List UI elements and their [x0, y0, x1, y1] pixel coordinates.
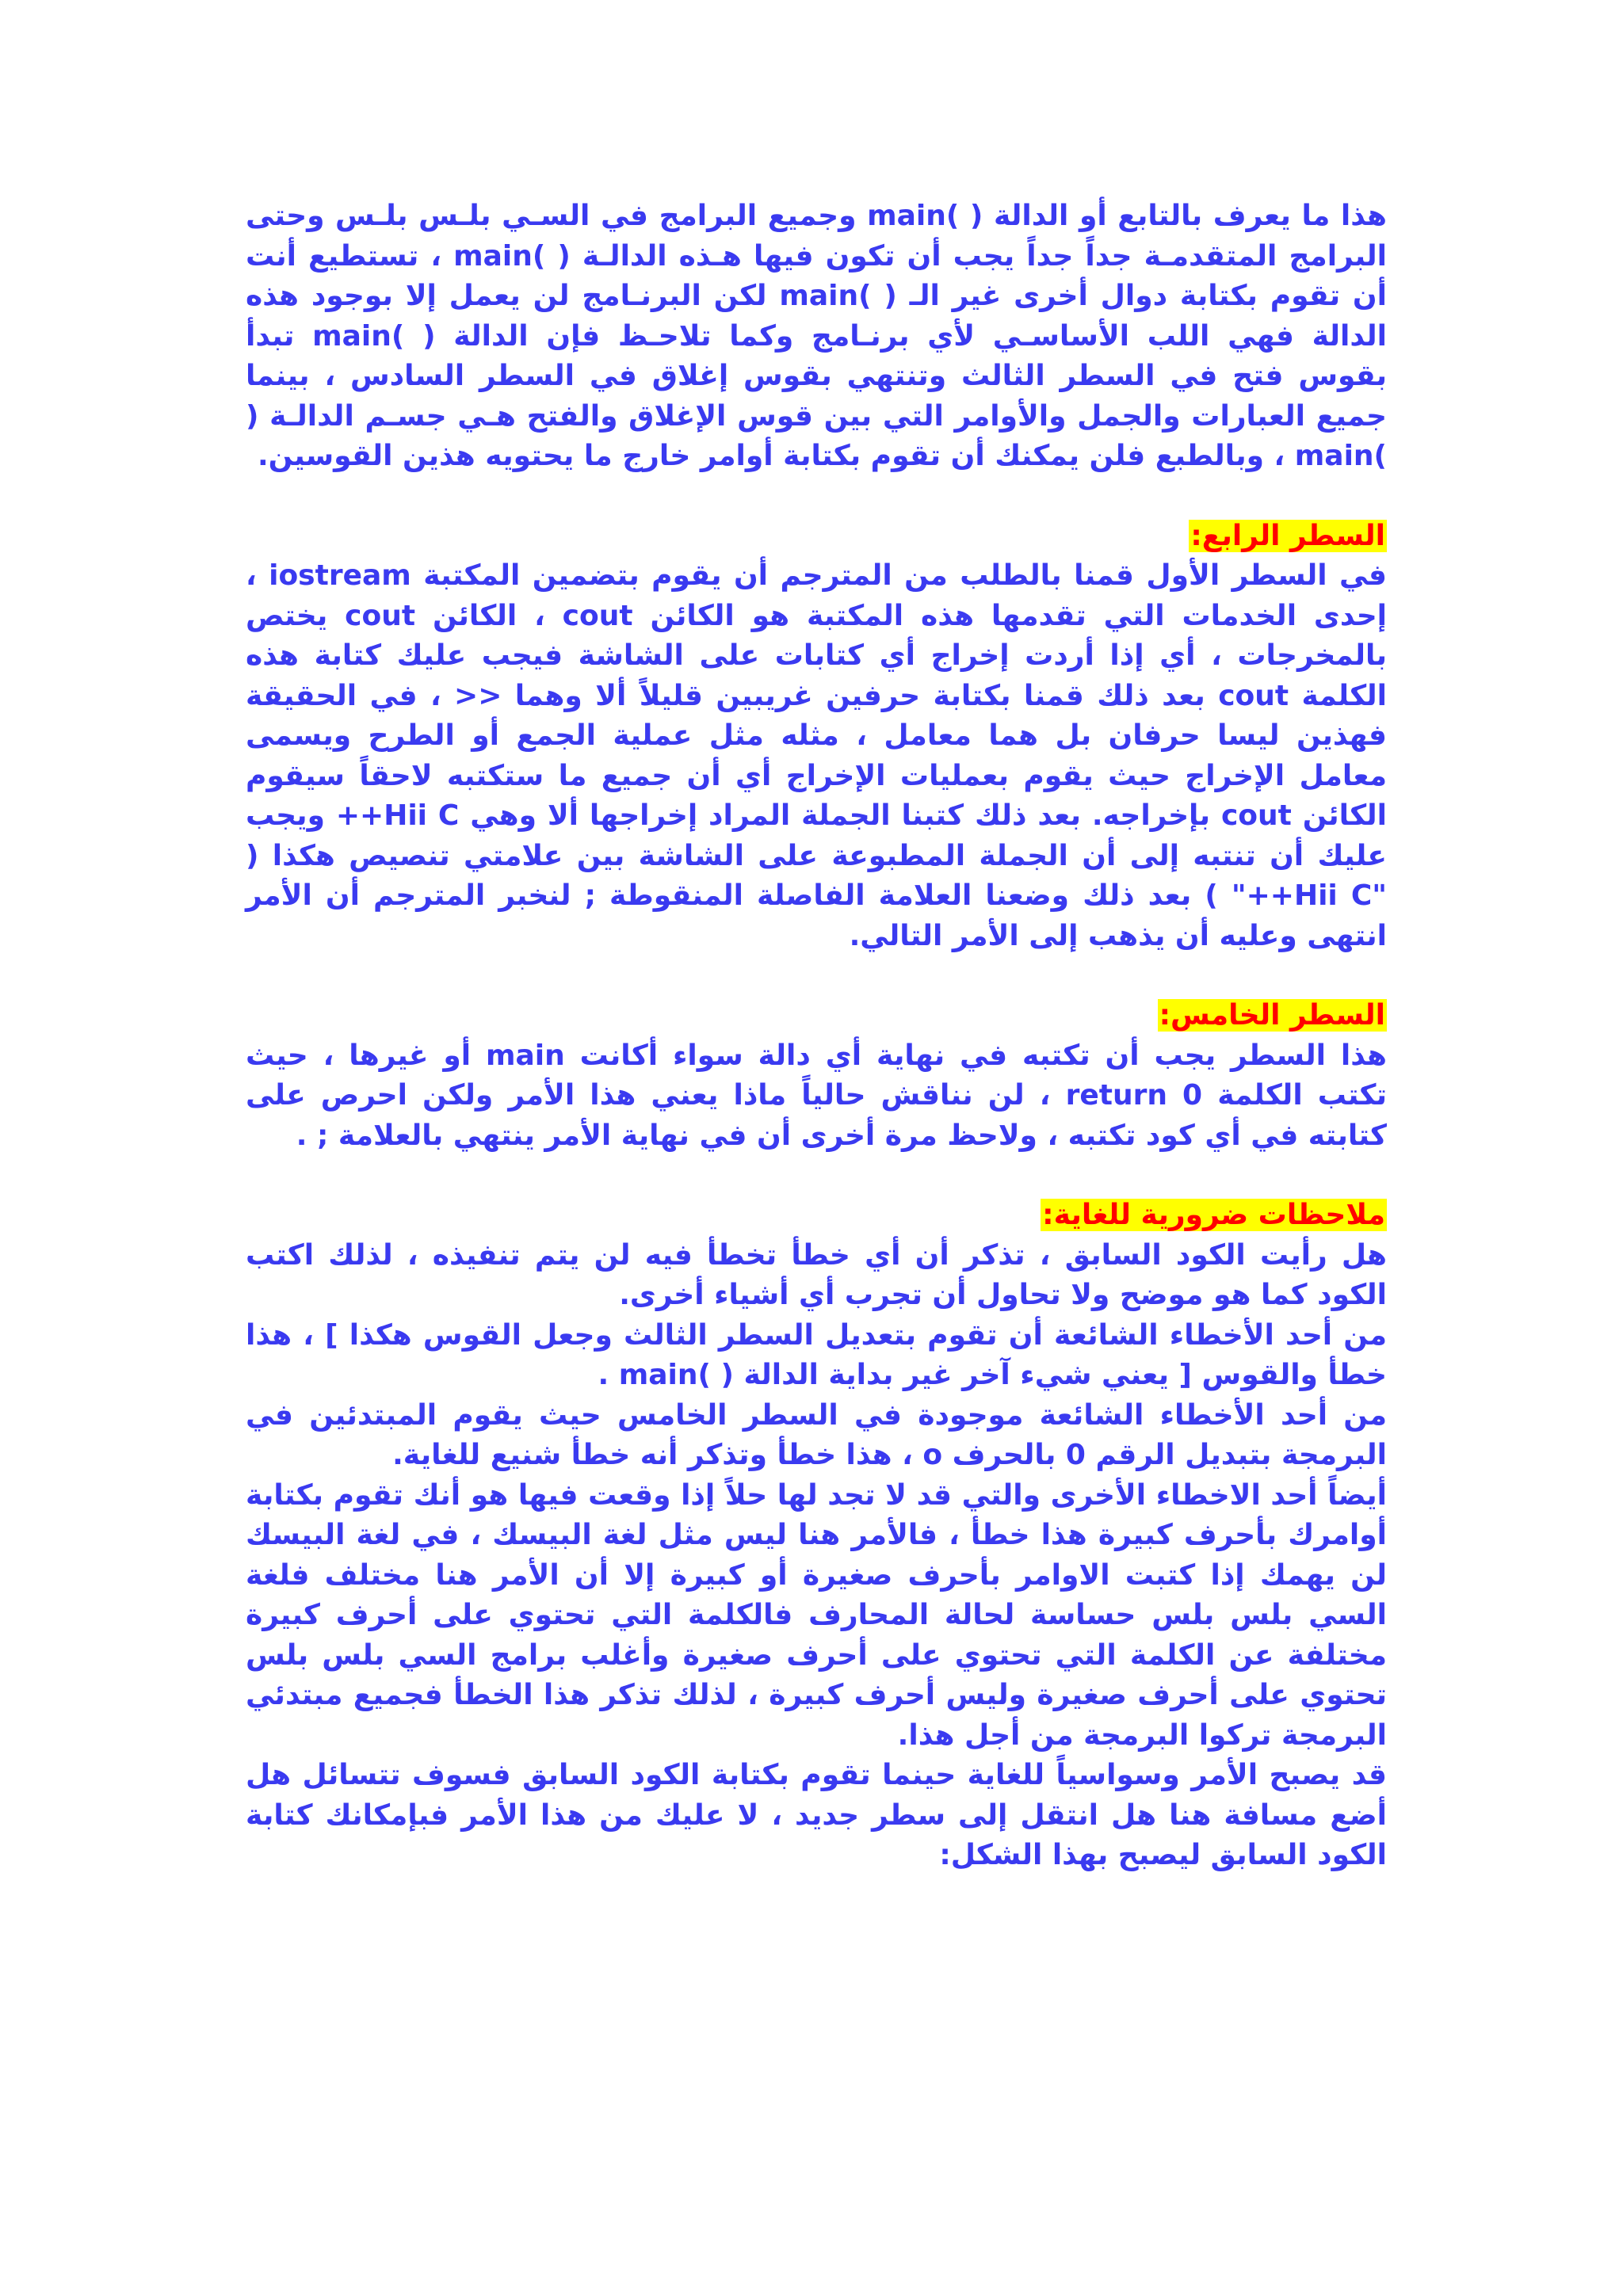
note-paragraph-1: هل رأيت الكود السابق ، تذكر أن أي خطأ تخطأ فيه لن يتم تنفيذه ، لذلك اكتب الكود كما هو موضح ولا تحاول أن تجرب أي أشياء أخرى.	[246, 1238, 1387, 1311]
section-heading-highlight: السطر الخامس:	[1159, 999, 1385, 1032]
section-heading-highlight: السطر الرابع:	[1190, 519, 1385, 552]
paragraph-gap	[246, 1156, 1387, 1196]
section-heading-line-5	[246, 996, 1387, 1036]
note-paragraph-3: من أحد الأخطاء الشائعة موجودة في السطر الخامس حيث يقوم المبتدئين في البرمجة بتبديل الرقم 0 بالحرف o ، هذا خطأ وتذكر أنه خطأ شنيع للغاية.	[246, 1398, 1387, 1471]
note-paragraph-4: أيضاً أحد الاخطاء الأخرى والتي قد لا تجد لها حلاً إذا وقعت فيها هو أنك تقوم بكتابة أوامرك بأحرف كبيرة هذا خطأ ، فالأمر هنا ليس مثل لغة البيسك ، في لغة البيسك لن يهمك إذا كتبت الاوامر بأحرف صغيرة أو كبيرة إلا أن الأمر هنا مختلف فلغة السي بلس بلس حساسة لحالة المحارف فالكلمة التي تحتوي على أحرف كبيرة مختلفة عن الكلمة التي تحتوي على أحرف صغيرة وأغلب برامج السي بلس بلس تحتوي على أحرف صغيرة وليس أحرف كبيرة ، لذلك تذكر هذا الخطأ فجميع مبتدئي البرمجة تركوا البرمجة من أجل هذا.	[246, 1478, 1387, 1752]
intro-paragraph: هذا ما يعرف بالتابع أو الدالة ( )main وجميع البرامج في السـي بلـس بلـس وحتى البرامج المتقدمـة جداً جداً يجب أن تكون فيها هـذه الدالـة ( )main ، تستطيع أنت أن تقوم بكتابة دوال أخرى غير الـ ( )main لكن البرنـامج لن يعمل إلا بوجود هذه الدالة فهي اللب الأساسـي لأي برنـامج وكما تلاحـظ فإن الدالة ( )main تبدأ بقوس فتح في السطر الثالث وتنتهي بقوس إغلاق في السطر السادس ، بينما جميع العبارات والجمل والأوامر التي بين قوس الإغلاق والفتح هـي جسـم الدالـة ( )main ، وبالطبع فلن يمكنك أن تقوم بكتابة أوامر خارج ما يحتويه هذين القوسين.	[246, 200, 1387, 472]
note-paragraph-5: قد يصبح الأمر وسواسياً للغاية حينما تقوم بكتابة الكود السابق فسوف تتسائل هل أضع مسافة هنا هل انتقل إلى سطر جديد ، لا عليك من هذا الأمر فبإمكانك كتابة الكود السابق ليصبح بهذا الشكل:	[246, 1759, 1387, 1871]
paragraph-gap	[246, 477, 1387, 517]
document-page	[246, 196, 1387, 1876]
section-paragraph-line-5: هذا السطر يجب أن تكتبه في نهاية أي دالة سواء أكانت main أو غيرها ، حيث تكتب الكلمة return 0 ، لن نناقش حالياً ماذا يعني هذا الأمر ولكن احرص على كتابته في أي كود تكتبه ، ولاحظ مرة أخرى أن في نهاية الأمر ينتهي بالعلامة ; .	[246, 1039, 1388, 1152]
section-heading-line-4	[246, 517, 1387, 557]
note-paragraph-2: من أحد الأخطاء الشائعة أن تقوم بتعديل السطر الثالث وجعل القوس هكذا ] ، هذا خطأ والقوس [ يعني شيء آخر غير بداية الدالة ( )main .	[246, 1318, 1387, 1391]
paragraph-gap	[246, 956, 1387, 996]
notes-heading	[246, 1196, 1387, 1236]
section-paragraph-line-4: في السطر الأول قمنا بالطلب من المترجم أن يقوم بتضمين المكتبة iostream ، إحدى الخدمات التي تقدمها هذه المكتبة هو الكائن cout ، الكائن cout يختص بالمخرجات ، أي إذا أردت إخراج أي كتابات على الشاشة فيجب عليك كتابة هذه الكلمة cout بعد ذلك قمنا بكتابة حرفين غريبين قليلاً ألا وهما << ، في الحقيقة فهذين ليسا حرفان بل هما معامل ، مثله مثل عملية الجمع أو الطرح ويسمى معامل الإخراج حيث يقوم بعمليات الإخراج أي أن جميع ما ستكتبه لاحقاً سيقوم الكائن cout بإخراجه. بعد ذلك كتبنا الجملة المراد إخراجها ألا وهي Hii C++ ويجب عليك أن تنتبه إلى أن الجملة المطبوعة على الشاشة بين علامتي تنصيص هكذا ( "Hii C++" ) بعد ذلك وضعنا العلامة الفاصلة المنقوطة ; لنخبر المترجم أن الأمر انتهى وعليه أن يذهب إلى الأمر التالي.	[246, 559, 1388, 952]
section-heading-highlight: ملاحظات ضرورية للغاية:	[1042, 1199, 1385, 1231]
